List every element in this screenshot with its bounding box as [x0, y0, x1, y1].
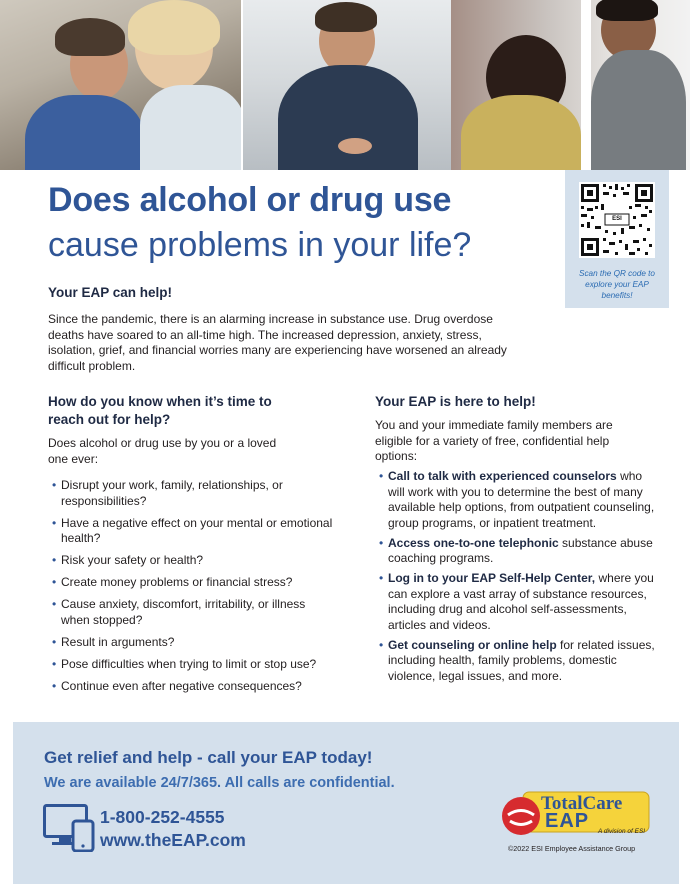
hero-photo-strip — [0, 0, 690, 170]
list-item: • Create money problems or financial stress? — [49, 575, 344, 591]
list-item — [376, 638, 661, 685]
couple-arguing-photo — [0, 0, 241, 170]
list-item — [376, 469, 661, 531]
left-column-heading: How do you know when it’s time to reach out for help? — [48, 394, 272, 427]
list-item: • Result in arguments? — [49, 635, 344, 651]
help-option-bold: Call to talk with experienced counselors — [388, 469, 617, 483]
man-with-pills-photo — [243, 0, 451, 170]
help-option-text: where you can explore a vast array of substance resources, including drug and alcohol self-assessments, articles and videos. — [388, 571, 654, 632]
page-title-line1: Does alcohol or drug use — [48, 181, 452, 219]
list-item: • Pose difficulties when trying to limit or stop use? — [49, 657, 344, 673]
totalcare-eap-logo — [499, 788, 654, 850]
qr-center-logo: ESI — [612, 216, 622, 222]
qr-code-panel — [565, 170, 669, 308]
logo-line2: EAP — [545, 810, 590, 832]
list-item: • Risk your safety or health? — [49, 553, 344, 569]
list-item: • Have a negative effect on your mental or emotional health? — [49, 516, 344, 547]
list-item: • Disrupt your work, family, relationships, or responsibilities? — [49, 478, 344, 509]
help-option-text: for related issues, including health, family problems, domestic violence, legal issues, and more. — [388, 637, 655, 683]
distressed-couple-photo — [451, 0, 690, 170]
logo-tagline: A division of ESI — [598, 828, 646, 835]
list-item — [376, 536, 661, 567]
devices-icon — [43, 804, 95, 852]
copyright-text: ©2022 ESI Employee Assistance Group — [508, 844, 636, 853]
help-option-text: who will work with you to determine the best of many available help options, from outpatient counseling, group programs, or inpatient treatment. — [388, 469, 655, 530]
list-item — [376, 571, 661, 633]
list-item: • Cause anxiety, discomfort, irritability, or illness when stopped? — [49, 597, 344, 628]
help-option-text: substance abuse coaching programs. — [388, 535, 653, 565]
qr-caption: Scan the QR code to explore your EAP benefits! — [578, 269, 655, 300]
footer-heading: Get relief and help - call your EAP today! — [44, 748, 373, 767]
website-link[interactable]: www.theEAP.com — [100, 830, 246, 850]
qr-code[interactable] — [579, 182, 655, 258]
list-item: • Continue even after negative consequences? — [49, 679, 344, 695]
phone-number[interactable]: 1-800-252-4555 — [100, 807, 225, 827]
help-option-bold: Log in to your EAP Self-Help Center, — [388, 571, 596, 585]
logo-line1: TotalCare — [541, 793, 623, 814]
intro-paragraph: Since the pandemic, there is an alarming increase in substance use. Drug overdose deaths have soared to an all-time high. The increased depression, anxiety, stress, isolation, grief, and financial worries many are experiencing have worsened an already difficult problem. — [48, 312, 507, 373]
help-option-bold: Access one-to-one telephonic — [388, 535, 559, 550]
right-column-lead: You and your immediate family members are eligible for a variety of free, confidential help options: — [375, 418, 613, 463]
help-options-list — [376, 469, 661, 689]
warning-signs-list — [49, 478, 344, 701]
footer-subheading: We are available 24/7/365. All calls are confidential. — [44, 775, 395, 791]
right-column-heading: Your EAP is here to help! — [375, 394, 536, 409]
page-title-line2: cause problems in your life? — [48, 226, 472, 264]
intro-heading: Your EAP can help! — [48, 285, 173, 300]
left-column-lead: Does alcohol or drug use by you or a loved one ever: — [48, 436, 277, 466]
help-option-bold: Get counseling or online help — [388, 637, 557, 652]
contact-footer — [13, 722, 679, 884]
